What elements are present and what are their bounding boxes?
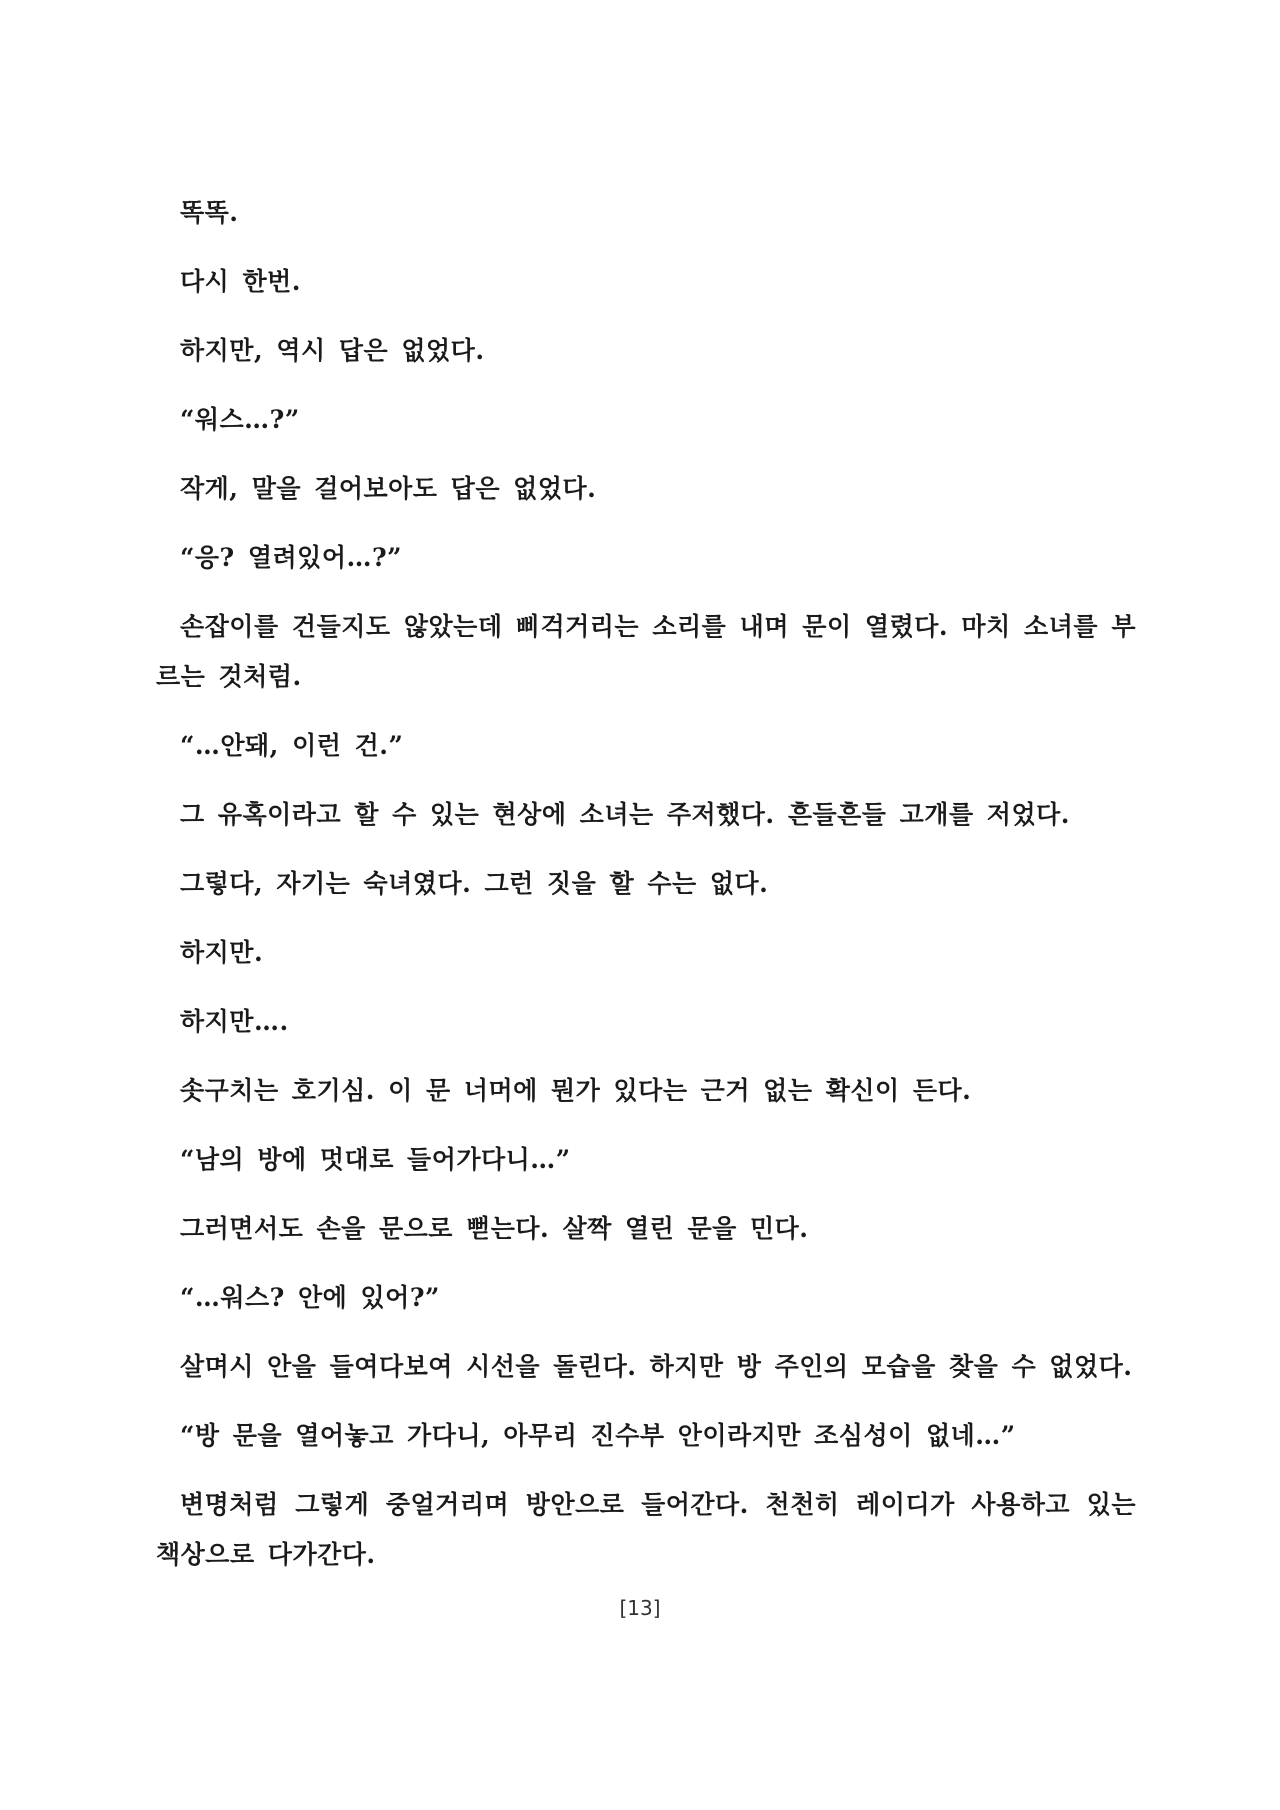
paragraph-10: 그렇다, 자기는 숙녀였다. 그런 짓을 할 수는 없다. xyxy=(180,869,769,898)
paragraph-12: 하지만…. xyxy=(180,1007,289,1036)
body-text xyxy=(156,188,1136,1599)
paragraph-5: 작게, 말을 걸어보아도 답은 없었다. xyxy=(180,474,597,503)
paragraph-15: 그러면서도 손을 문으로 뻗는다. 살짝 열린 문을 민다. xyxy=(180,1214,809,1243)
paragraph-11: 하지만. xyxy=(180,938,264,967)
paragraph-3: 하지만, 역시 답은 없었다. xyxy=(180,336,485,365)
paragraph-14: “남의 방에 멋대로 들어가다니…” xyxy=(180,1145,571,1174)
paragraph-9: 그 유혹이라고 할 수 있는 현상에 소녀는 주저했다. 흔들흔들 고개를 저었다. xyxy=(180,800,1070,829)
paragraph-16: “…워스? 안에 있어?” xyxy=(180,1283,440,1312)
page-number: [13] xyxy=(619,1596,661,1620)
paragraph-2: 다시 한번. xyxy=(180,267,302,296)
paragraph-6: “응? 열려있어…?” xyxy=(180,543,403,572)
paragraph-18: “방 문을 열어놓고 가다니, 아무리 진수부 안이라지만 조심성이 없네…” xyxy=(180,1421,1016,1450)
paragraph-19: 변명처럼 그렇게 중얼거리며 방안으로 들어간다. 천천히 레이디가 사용하고 있는 책상으로 다가간다. xyxy=(156,1490,1136,1569)
paragraph-1: 똑똑. xyxy=(180,198,239,227)
paragraph-8: “…안돼, 이런 건.” xyxy=(180,731,404,760)
paragraph-13: 솟구치는 호기심. 이 문 너머에 뭔가 있다는 근거 없는 확신이 든다. xyxy=(180,1076,972,1105)
paragraph-4: “워스…?” xyxy=(180,405,300,434)
paragraph-7: 손잡이를 건들지도 않았는데 삐걱거리는 소리를 내며 문이 열렸다. 마치 소녀를 부르는 것처럼. xyxy=(156,612,1136,691)
paragraph-17: 살며시 안을 들여다보여 시선을 돌린다. 하지만 방 주인의 모습을 찾을 수 없었다. xyxy=(180,1352,1133,1381)
